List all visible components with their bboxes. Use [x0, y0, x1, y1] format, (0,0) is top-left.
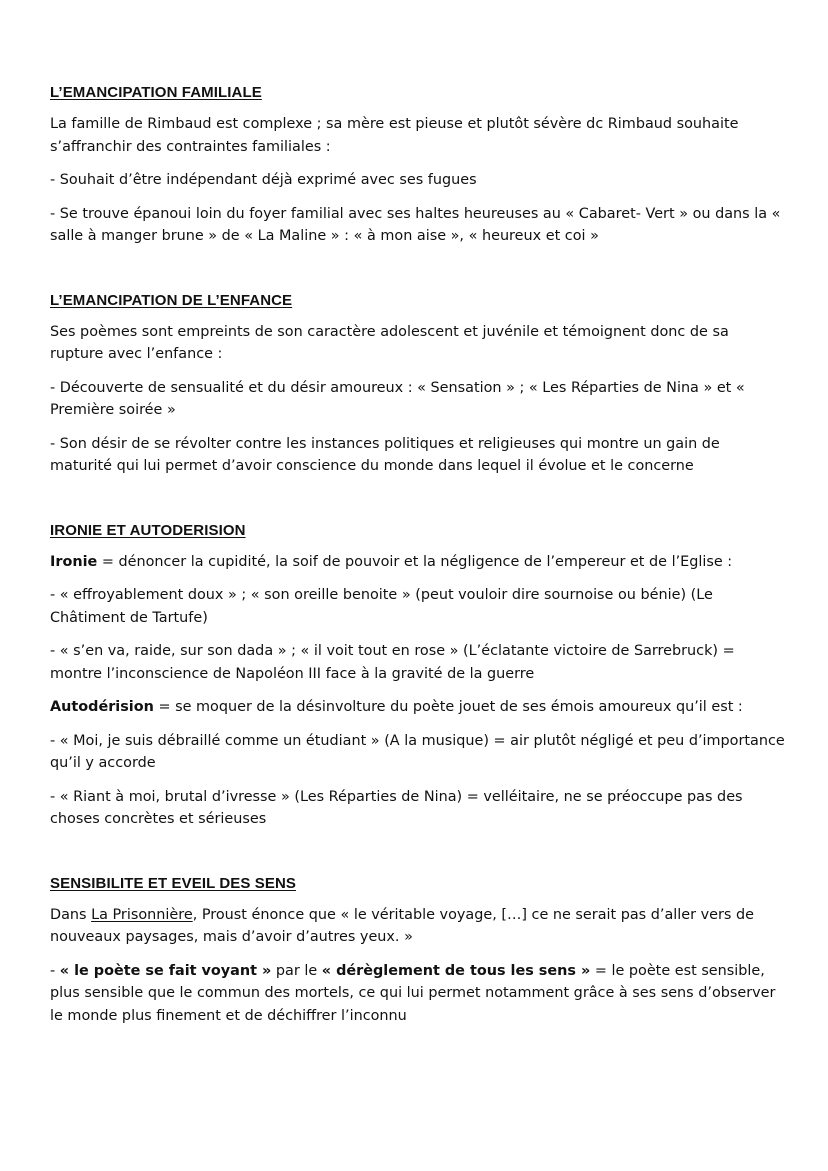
paragraph: Ses poèmes sont empreints de son caractère adolescent et juvénile et témoignent donc de sa rupture avec l’enfance :: [50, 323, 729, 362]
proust-paragraph: [50, 904, 785, 949]
bullet-paragraph: - « s’en va, raide, sur son dada » ; « il voit tout en rose » (L’éclatante victoire de Sarrebruck) = montre l’inconscience de Napoléon III face à la gravité de la guerre: [50, 643, 735, 682]
book-title: La Prisonnière: [91, 906, 193, 923]
ironie-term: Ironie: [50, 553, 98, 570]
section-ironie-autoderision: [50, 522, 785, 831]
quote-bold: « le poète se fait voyant »: [59, 962, 272, 979]
autoderision-term: Autodérision: [50, 699, 154, 715]
bullet-paragraph: - Souhait d’être indépendant déjà exprimé avec ses fugues: [50, 172, 477, 188]
bullet-paragraph: - « effroyablement doux » ; « son oreille benoite » (peut vouloir dire sournoise ou bénie) (Le Châtiment de Tartufe): [50, 587, 713, 626]
document-page: [50, 84, 785, 1071]
text-run: Dans: [50, 906, 92, 923]
bullet-paragraph: - « Riant à moi, brutal d’ivresse » (Les Réparties de Nina) = velléitaire, ne se préoccupe pas des choses concrètes et sérieuses: [50, 788, 743, 827]
section-heading: IRONIE ET AUTODERISION: [50, 521, 246, 539]
bullet-paragraph: - « Moi, je suis débraillé comme un étudiant » (A la musique) = air plutôt négligé et peu d’importance qu’il y accorde: [50, 732, 785, 771]
section-sensibilite: [50, 875, 785, 1028]
section-emancipation-enfance: [50, 292, 785, 478]
section-heading: L’EMANCIPATION FAMILIALE: [50, 84, 262, 101]
bullet-paragraph: - Découverte de sensualité et du désir amoureux : « Sensation » ; « Les Réparties de Nina » et « Première soirée »: [50, 379, 745, 418]
text-run: par le: [271, 962, 322, 979]
text-run: = le poète est sensible, plus sensible que le commun des mortels, ce qui lui permet notamment grâce à ses sens d’observer le monde plus finement et de déchiffrer l’inconnu: [50, 962, 776, 1024]
bullet-dash: -: [50, 962, 60, 979]
bullet-paragraph: - Se trouve épanoui loin du foyer familial avec ses haltes heureuses au « Cabaret- Vert » ou dans la « salle à manger brune » de « La Maline » : « à mon aise », « heureux et coi »: [50, 205, 781, 244]
bullet-paragraph: - Son désir de se révolter contre les instances politiques et religieuses qui montre un gain de maturité qui lui permet d’avoir conscience du monde dans lequel il évolue et le concerne: [50, 435, 720, 474]
paragraph: La famille de Rimbaud est complexe ; sa mère est pieuse et plutôt sévère dc Rimbaud souhaite s’affranchir des contraintes familiales :: [50, 116, 739, 155]
ironie-definition: [50, 551, 785, 574]
autoderision-definition: [50, 696, 785, 719]
section-heading: SENSIBILITE ET EVEIL DES SENS: [50, 874, 297, 892]
text-run: , Proust énonce que « le véritable voyage, […] ce ne serait pas d’aller vers de nouveaux paysages, mais d’avoir d’autres yeux. »: [50, 906, 754, 945]
quote-bold: « dérèglement de tous les sens »: [321, 962, 591, 979]
voyant-paragraph: [50, 960, 785, 1028]
section-emancipation-familiale: [50, 84, 785, 248]
section-heading: L’EMANCIPATION DE L’ENFANCE: [50, 291, 293, 309]
ironie-text: = dénoncer la cupidité, la soif de pouvoir et la négligence de l’empereur et de l’Eglise :: [97, 553, 733, 570]
autoderision-text: = se moquer de la désinvolture du poète jouet de ses émois amoureux qu’il est :: [153, 699, 743, 715]
